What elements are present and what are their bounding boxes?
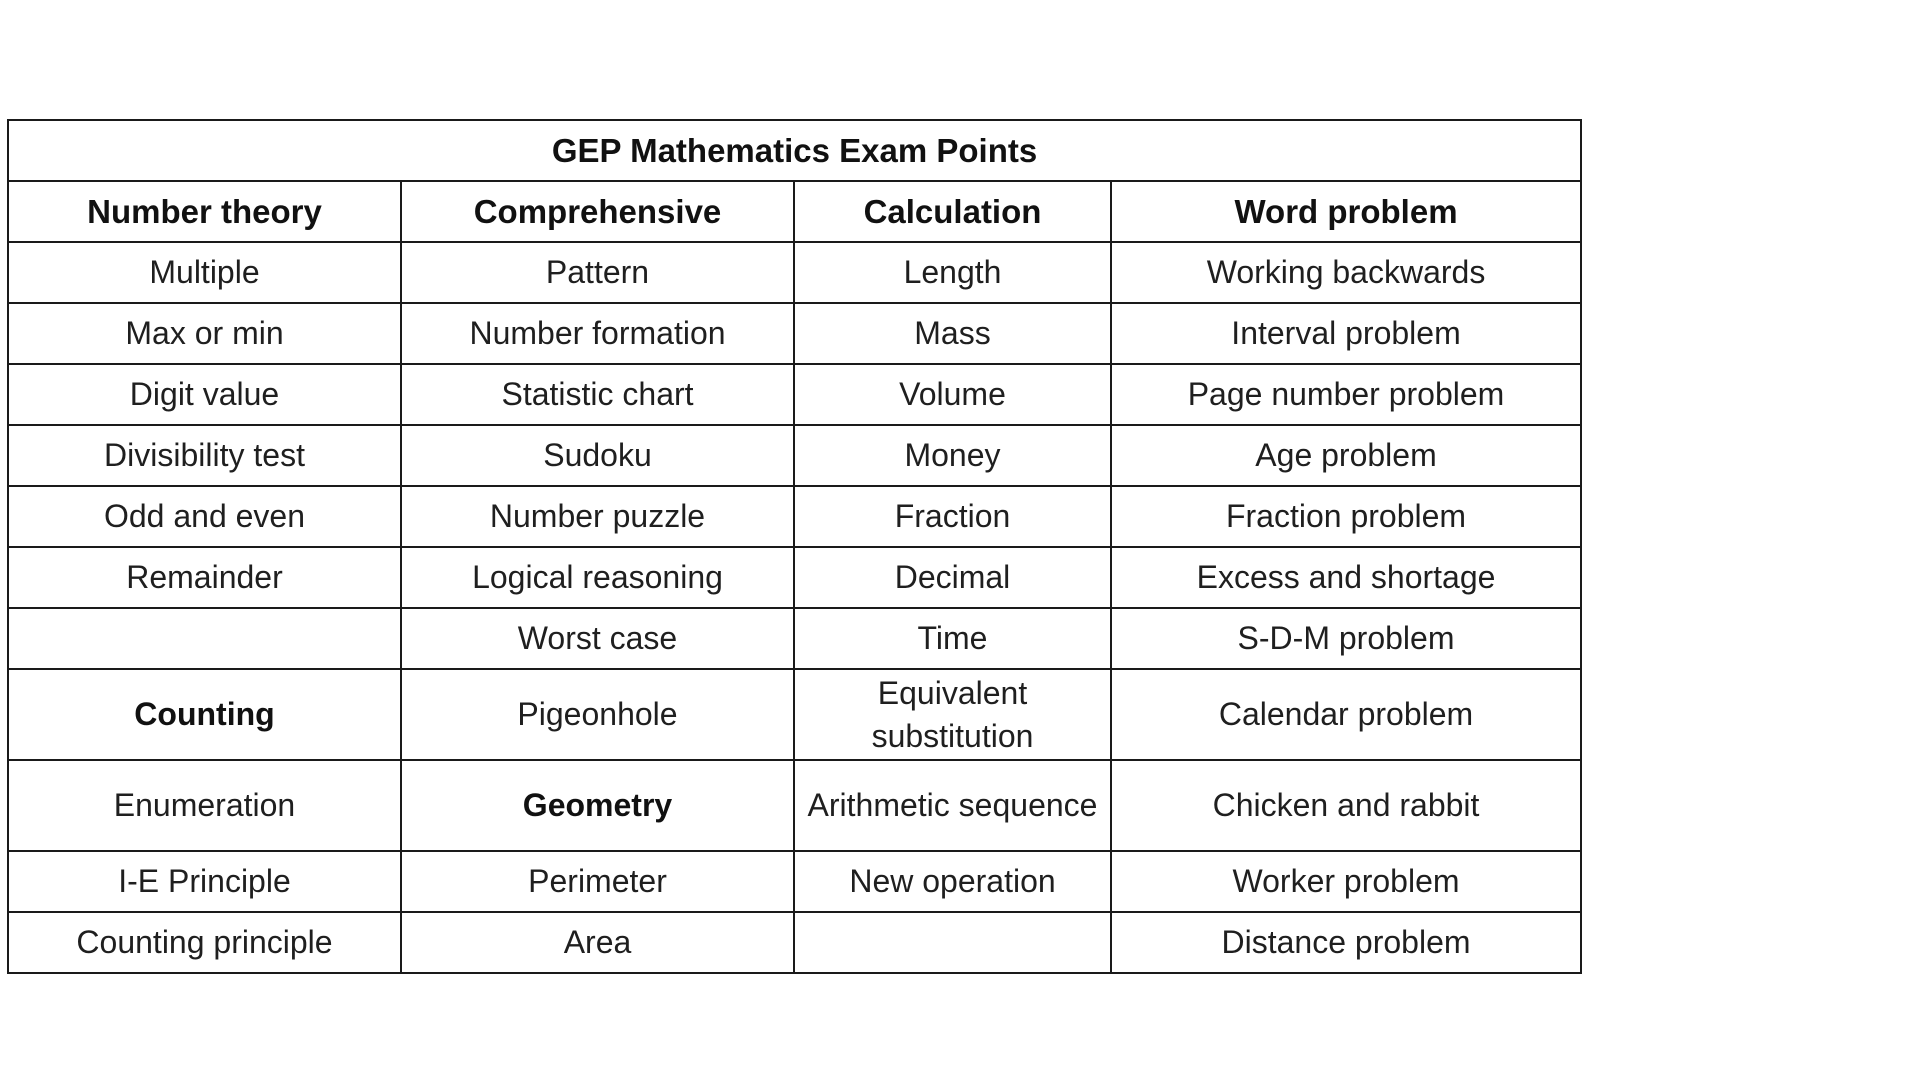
cell-comprehensive: Number formation bbox=[401, 303, 794, 364]
cell-number-theory: Remainder bbox=[8, 547, 401, 608]
cell-comprehensive: Logical reasoning bbox=[401, 547, 794, 608]
header-number-theory: Number theory bbox=[8, 181, 401, 242]
header-word-problem: Word problem bbox=[1111, 181, 1581, 242]
cell-number-theory: I-E Principle bbox=[8, 851, 401, 912]
cell-calculation: Equivalent substitution bbox=[794, 669, 1111, 760]
header-row bbox=[8, 181, 1581, 242]
cell-number-theory bbox=[8, 608, 401, 669]
cell-calculation: Volume bbox=[794, 364, 1111, 425]
cell-calculation: Time bbox=[794, 608, 1111, 669]
cell-word-problem: Age problem bbox=[1111, 425, 1581, 486]
cell-calculation bbox=[794, 912, 1111, 973]
table-title: GEP Mathematics Exam Points bbox=[8, 120, 1581, 181]
cell-number-theory: Counting bbox=[8, 669, 401, 760]
table-row bbox=[8, 242, 1581, 303]
table-row bbox=[8, 608, 1581, 669]
cell-word-problem: Fraction problem bbox=[1111, 486, 1581, 547]
cell-comprehensive: Statistic chart bbox=[401, 364, 794, 425]
cell-calculation: New operation bbox=[794, 851, 1111, 912]
cell-calculation: Money bbox=[794, 425, 1111, 486]
exam-points-table bbox=[7, 119, 1582, 974]
cell-word-problem: Interval problem bbox=[1111, 303, 1581, 364]
cell-number-theory: Max or min bbox=[8, 303, 401, 364]
cell-number-theory: Counting principle bbox=[8, 912, 401, 973]
cell-number-theory: Odd and even bbox=[8, 486, 401, 547]
cell-comprehensive: Perimeter bbox=[401, 851, 794, 912]
table-row bbox=[8, 425, 1581, 486]
cell-calculation: Decimal bbox=[794, 547, 1111, 608]
cell-word-problem: Chicken and rabbit bbox=[1111, 760, 1581, 851]
cell-number-theory: Multiple bbox=[8, 242, 401, 303]
table-row bbox=[8, 486, 1581, 547]
table-row bbox=[8, 364, 1581, 425]
cell-number-theory: Enumeration bbox=[8, 760, 401, 851]
cell-comprehensive: Worst case bbox=[401, 608, 794, 669]
cell-comprehensive: Pattern bbox=[401, 242, 794, 303]
cell-word-problem: Page number problem bbox=[1111, 364, 1581, 425]
cell-comprehensive: Number puzzle bbox=[401, 486, 794, 547]
table-body bbox=[8, 120, 1581, 973]
cell-word-problem: S-D-M problem bbox=[1111, 608, 1581, 669]
exam-points-table-container bbox=[7, 119, 1580, 974]
cell-comprehensive: Pigeonhole bbox=[401, 669, 794, 760]
cell-word-problem: Excess and shortage bbox=[1111, 547, 1581, 608]
table-row bbox=[8, 303, 1581, 364]
cell-word-problem: Worker problem bbox=[1111, 851, 1581, 912]
cell-word-problem: Working backwards bbox=[1111, 242, 1581, 303]
table-row bbox=[8, 669, 1581, 760]
cell-calculation: Length bbox=[794, 242, 1111, 303]
header-comprehensive: Comprehensive bbox=[401, 181, 794, 242]
table-row bbox=[8, 547, 1581, 608]
header-calculation: Calculation bbox=[794, 181, 1111, 242]
cell-comprehensive: Sudoku bbox=[401, 425, 794, 486]
cell-comprehensive: Area bbox=[401, 912, 794, 973]
table-row bbox=[8, 851, 1581, 912]
cell-word-problem: Distance problem bbox=[1111, 912, 1581, 973]
cell-word-problem: Calendar problem bbox=[1111, 669, 1581, 760]
cell-calculation: Fraction bbox=[794, 486, 1111, 547]
cell-calculation: Arithmetic sequence bbox=[794, 760, 1111, 851]
table-row bbox=[8, 760, 1581, 851]
title-row bbox=[8, 120, 1581, 181]
cell-number-theory: Divisibility test bbox=[8, 425, 401, 486]
cell-calculation: Mass bbox=[794, 303, 1111, 364]
table-row bbox=[8, 912, 1581, 973]
cell-number-theory: Digit value bbox=[8, 364, 401, 425]
cell-comprehensive: Geometry bbox=[401, 760, 794, 851]
